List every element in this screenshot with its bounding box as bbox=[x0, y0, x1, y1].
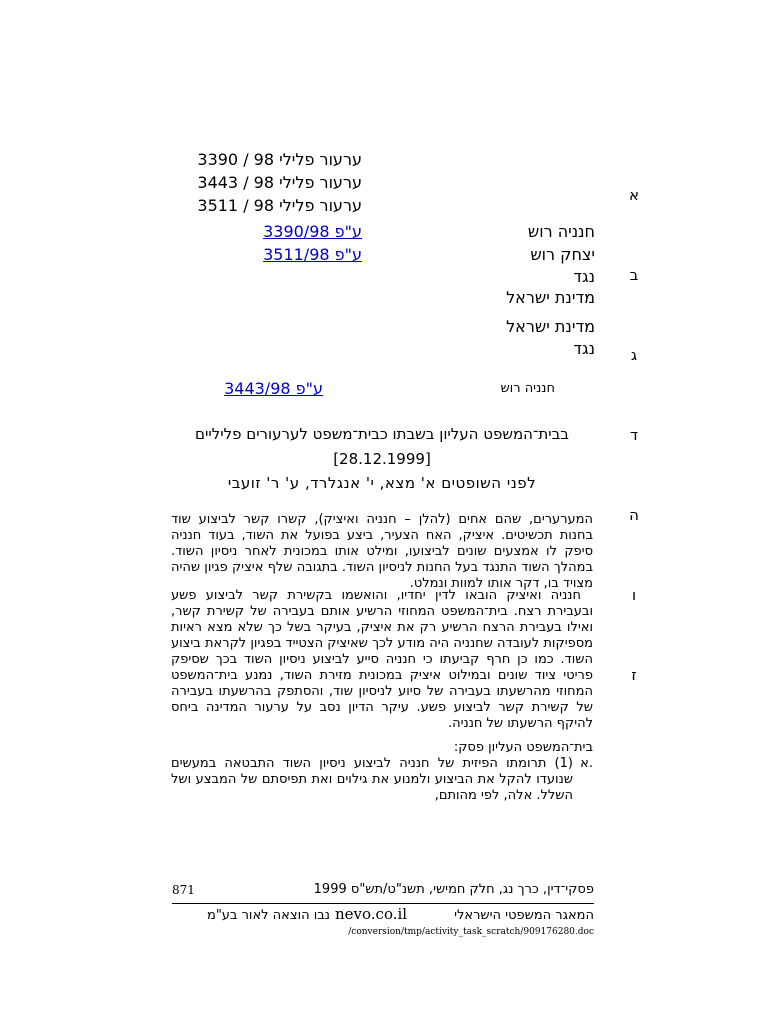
respondent-name: חנניה רוש bbox=[500, 381, 555, 396]
publisher-company: נבו הוצאה לאור בע"מ bbox=[206, 908, 330, 923]
publisher-name: המאגר המשפטי הישראלי bbox=[454, 908, 594, 923]
decision-date: [28.12.1999] bbox=[333, 450, 431, 468]
state-of-israel-2: מדינת ישראל bbox=[506, 317, 595, 336]
footer-divider bbox=[172, 903, 594, 904]
summary-paragraph-1: המערערים, שהם אחים (להלן – חנניה ואיציק), קשרו קשר לביצוע שוד בחנות תכשיטים. איציק, האח הצעיר, ביצע בפועל את השוד, בעוד חנניה סיפק לו אמצעים שונים לביצועו, ומילט אותו במכונית לאחר ניסיון השוד. במהלך השוד התנגד בעל החנות לניסיון השוד. בתגובה שלף איציק פגיון שהיה מצויד בו, דקר אותו למוות ונמלט. bbox=[171, 512, 593, 591]
document-path: /conversion/tmp/activity_task_scratch/909176280.doc bbox=[348, 927, 594, 937]
appeal-number-3: ערעור פלילי 98 / 3511 bbox=[197, 196, 362, 215]
ruling-heading: בית־המשפט העליון פסק: bbox=[453, 740, 593, 755]
margin-letter-alef: א bbox=[628, 186, 640, 204]
footer-citation: פסקי־דין, כרך נג, חלק חמישי, תשנ"ט/תש"ס 1999 bbox=[313, 882, 594, 897]
margin-letter-vav: ו bbox=[631, 586, 637, 604]
versus-label-2: נגד bbox=[573, 339, 595, 358]
margin-letter-gimel: ג bbox=[630, 346, 638, 364]
court-name: בבית־המשפט העליון בשבתו כבית־משפט לערעורים פליליים bbox=[195, 425, 569, 443]
appellant-name-1: חנניה רוש bbox=[527, 222, 595, 241]
summary-paragraph-2: חנניה ואיציק הובאו לדין יחדיו, והואשמו בקשירת קשר לביצוע פשע ובעבירת רצח. בית־המשפט המחוזי הרשיע אותם בעבירה של קשירת קשר, ואילו בעבירת הרצח הרשיע רק את איציק, בעיקר בשל כך שלא מצא ראיות מספיקות לעובדה שחנניה היה מודע לכך שאיציק הצטייד בפגיון לקראת ביצוע השוד. כמו כן חרף קביעתו כי חנניה סייע לביצוע ניסיון השוד בכך שסיפק פריטי ציוד שונים ובמילוט איציק במכונית מזירת השוד, נמנע בית־המשפט המחוזי מהרשעתו בעבירה של סיוע לניסיון שוד, והסתפק בהרשעתו בעבירה של קשירת קשר לביצוע פשע. עיקר הדיון נסב על ערעור המדינה ביחס להיקף הרשעתו של חנניה. bbox=[171, 588, 593, 731]
margin-letter-zayin: ז bbox=[631, 666, 637, 684]
nevo-brand: nevo.co.il bbox=[335, 905, 408, 923]
case-link-3511[interactable]: ע"פ 3511/98 bbox=[263, 245, 362, 264]
appeal-number-1: ערעור פלילי 98 / 3390 bbox=[197, 150, 362, 169]
case-link-3443[interactable]: ע"פ 3443/98 bbox=[224, 379, 323, 398]
ruling-item-text: (1) תרומתו הפיזית של חנניה לביצוע ניסיון השוד התבטאה במעשים שנועדו להקל את הביצוע ולמנוע את גילוים ואת תפיסתם של המבצע ושל השלל. אלה, לפי מהותם, bbox=[171, 756, 573, 803]
versus-label-1: נגד bbox=[573, 267, 595, 286]
appeal-number-2: ערעור פלילי 98 / 3443 bbox=[197, 173, 362, 192]
margin-letter-he: ה bbox=[629, 506, 639, 524]
appellant-name-2: יצחק רוש bbox=[530, 245, 595, 264]
page-number: 871 bbox=[172, 883, 195, 897]
margin-letter-bet: ב bbox=[629, 266, 639, 284]
ruling-item-label: א. bbox=[580, 756, 593, 771]
case-link-3390[interactable]: ע"פ 3390/98 bbox=[263, 222, 362, 241]
judges-line: לפני השופטים א' מצא, י' אנגלרד, ע' ר' זועבי bbox=[227, 474, 537, 492]
margin-letter-dalet: ד bbox=[629, 426, 639, 444]
state-of-israel-1: מדינת ישראל bbox=[506, 288, 595, 307]
